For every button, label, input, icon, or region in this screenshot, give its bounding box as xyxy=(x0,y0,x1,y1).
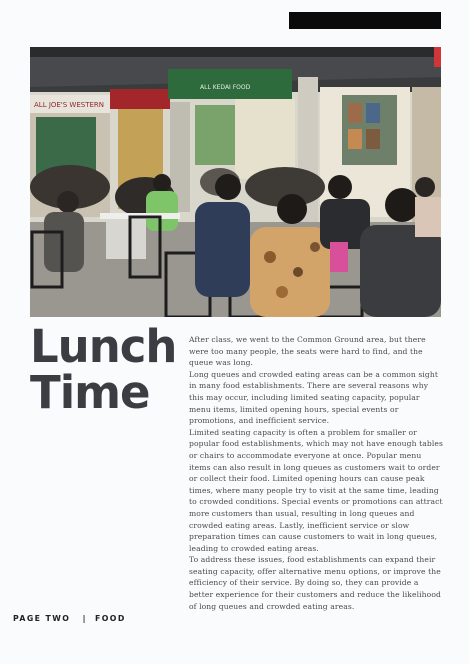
header-black-bar xyxy=(289,12,441,29)
article-paragraph: Limited seating capacity is often a problem for smaller or popular food establishments, which may not have enough tables or chairs to accommodate everyone at once. Popular menu items can also result in long queues as customers wait to order or collect their food. Limited opening hours can cause peak times, where many people try to visit at the same time, leading to crowded conditions. Special events or promotions can attract more customers than usual, resulting in long queues and crowded eating areas. Lastly, inefficient service or slow preparation times can cause customers to wait in long queues, leading to crowded eating areas. xyxy=(189,427,443,553)
cafeteria-photo xyxy=(30,47,441,317)
article-paragraph: Long queues and crowded eating areas can be a common sight in many food establishments. There are several reasons why this may occur, including limited seating capacity, popular menu items, limited opening hours, special events or promotions, and inefficient service. xyxy=(189,369,438,426)
page-footer: PAGE TWO | FOOD xyxy=(13,614,126,623)
sign-left-text: ALL JOE'S WESTERN xyxy=(34,101,104,109)
article-paragraph: To address these issues, food establishments can expand their seating capacity, offer alternative menu options, or improve the efficiency of their service. By doing so, they can provide a better experience for their customers and reduce the likelihood of long queues and crowded eating areas. xyxy=(189,555,441,611)
article-body xyxy=(189,334,443,612)
title-line-2: Time xyxy=(30,366,150,419)
article-paragraph: After class, we went to the Common Ground area, but there were too many people, the seats were hard to find, and the queue was long. xyxy=(189,335,426,368)
title-line-1: Lunch xyxy=(30,320,177,373)
sign-center-text: ALL KEDAI FOOD xyxy=(200,84,251,91)
page-title xyxy=(30,320,180,419)
